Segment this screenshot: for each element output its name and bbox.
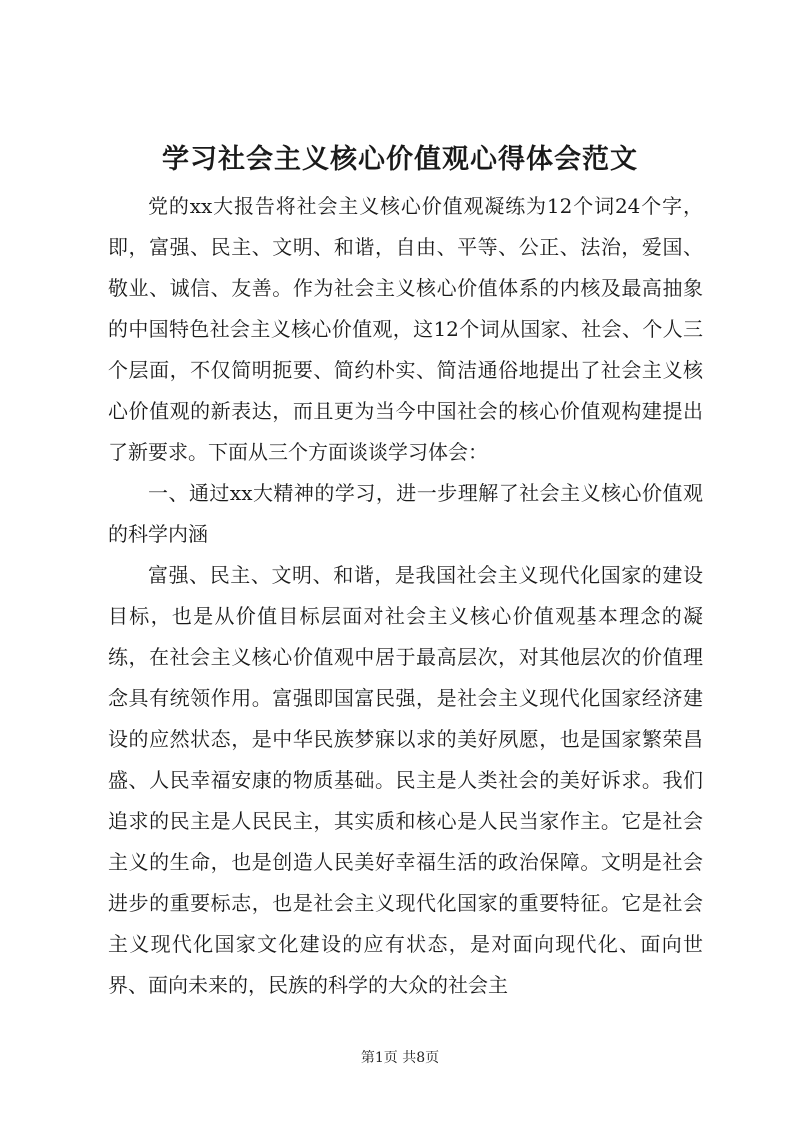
page-number: 第1页 共8页 — [360, 1050, 440, 1066]
paragraph-intro: 党的xx大报告将社会主义核心价值观凝练为12个词24个字，即，富强、民主、文明、和谐，自由、平等、公正、法治，爱国、敬业、诚信、友善。作为社会主义核心价值体系的内核及最高抽象的中国特色社会主义核心价值观，这12个词从国家、社会、个人三个层面，不仅简明扼要、简约朴实、简洁通俗地提出了社会主义核心价值观的新表达，而且更为当今中国社会的核心价值观构建提出了新要求。下面从三个方面谈谈学习体会： — [108, 194, 703, 464]
section-heading-1: 一、通过xx大精神的学习，进一步理解了社会主义核心价值观的科学内涵 — [108, 481, 703, 546]
page-title: 学习社会主义核心价值观心得体会范文 — [162, 144, 638, 175]
body-text — [108, 186, 703, 1006]
paragraph-section-1: 富强、民主、文明、和谐，是我国社会主义现代化国家的建设目标，也是从价值目标层面对社会主义核心价值观基本理念的凝练，在社会主义核心价值观中居于最高层次，对其他层次的价值理念具有统领作用。富强即国富民强，是社会主义现代化国家经济建设的应然状态，是中华民族梦寐以求的美好夙愿，也是国家繁荣昌盛、人民幸福安康的物质基础。民主是人类社会的美好诉求。我们追求的民主是人民民主，其实质和核心是人民当家作主。它是社会主义的生命，也是创造人民美好幸福生活的政治保障。文明是社会进步的重要标志，也是社会主义现代化国家的重要特征。它是社会主义现代化国家文化建设的应有状态，是对面向现代化、面向世界、面向未来的，民族的科学的大众的社会主 — [108, 563, 703, 997]
